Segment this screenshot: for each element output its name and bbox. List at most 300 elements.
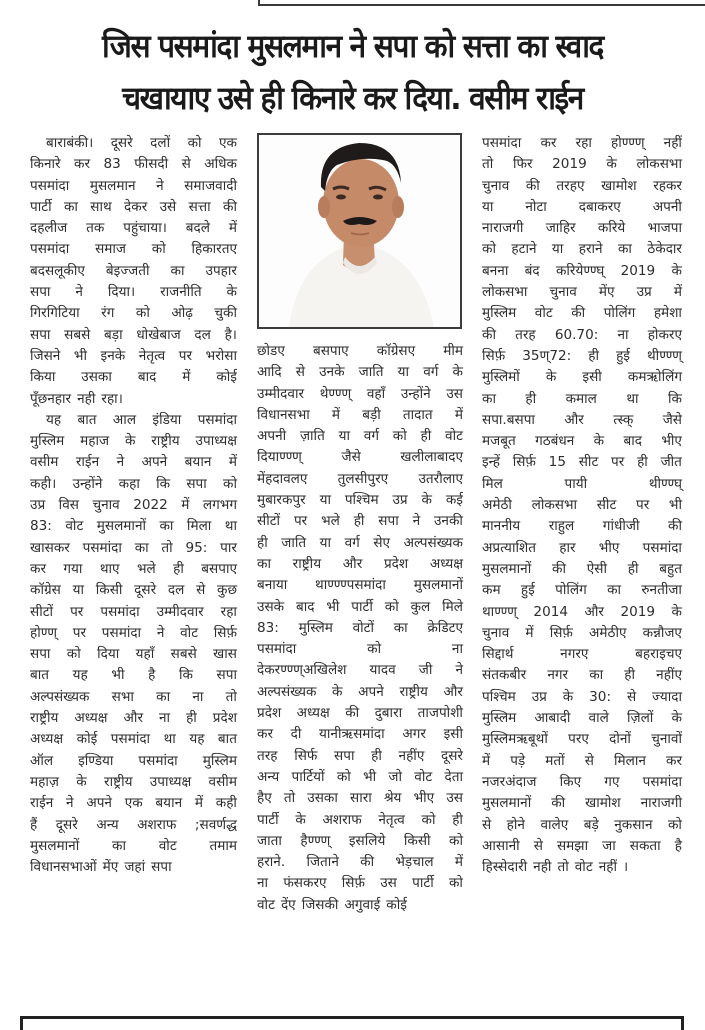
word: रुनतीजा	[641, 582, 682, 599]
text-line	[482, 644, 682, 665]
word: पसमांदा	[257, 641, 297, 658]
word: को	[151, 241, 166, 258]
word: कोई	[216, 369, 237, 386]
word: किया	[30, 369, 56, 386]
word: ठेकेदार	[647, 241, 682, 258]
text-line	[30, 474, 237, 495]
word: पसमांदा	[138, 752, 178, 769]
word: मुस्लिम	[202, 752, 237, 769]
word: सपा	[30, 646, 51, 663]
word: कर	[30, 560, 46, 577]
word: कुछ	[217, 582, 237, 599]
word: मतों	[545, 752, 565, 769]
word: पसमांदा	[197, 411, 237, 428]
word: देता	[444, 768, 463, 785]
text-line	[30, 729, 237, 750]
word: किसी	[95, 582, 123, 599]
word: बात	[30, 667, 50, 684]
word: यह	[72, 667, 88, 684]
word: पसमांदा	[642, 539, 682, 556]
word: इसलिये	[348, 832, 386, 849]
word: वोटों	[352, 619, 375, 636]
word: से	[584, 752, 594, 769]
text-line	[482, 197, 682, 218]
word: फिर	[512, 156, 533, 173]
word: पसमांदा	[101, 624, 142, 641]
word: ही	[186, 710, 197, 727]
text-line	[30, 751, 237, 772]
word: 2019	[620, 603, 656, 620]
column-middle	[257, 341, 463, 916]
word: में	[454, 406, 463, 423]
word: इसी	[582, 369, 602, 386]
word: तरहए	[556, 177, 585, 194]
word: गए	[604, 773, 620, 790]
word: अल्पसंख्यक	[30, 688, 90, 705]
word: बात	[77, 411, 97, 428]
headline-line-1: जिस पसमांदा मुसलमान ने सपा को सत्ता का स्वाद	[102, 27, 603, 65]
column-right	[482, 133, 682, 878]
word: सीट	[578, 454, 599, 471]
word: उम्मीदवार	[257, 385, 305, 402]
text-line	[30, 793, 237, 814]
word: इण्डिया	[78, 752, 114, 769]
word: बसपाए	[201, 560, 237, 577]
word: दिया।	[107, 284, 136, 301]
text-line	[482, 261, 682, 282]
word: पहुंचाया।	[123, 220, 167, 237]
word: बहुत	[659, 560, 682, 577]
word: महाज	[80, 433, 110, 450]
text-line	[482, 623, 682, 644]
word: अध्यक्ष	[429, 555, 463, 572]
word: भाजपा	[647, 220, 682, 237]
word: दी	[290, 726, 302, 743]
word: का	[607, 582, 622, 599]
word: के	[671, 603, 682, 620]
text-line	[482, 367, 682, 388]
text-line	[257, 490, 463, 511]
word: दुबारा	[374, 705, 403, 722]
text-line	[257, 469, 463, 490]
word: के	[671, 710, 682, 727]
word: कोई	[76, 731, 98, 748]
word: लोकसभा	[636, 156, 682, 173]
word: जिसने	[30, 347, 61, 364]
word: ऐसी	[586, 560, 607, 577]
word: ना	[192, 688, 204, 705]
word: यह	[46, 411, 62, 428]
word: के	[421, 492, 432, 509]
text-line	[257, 362, 463, 383]
word: ने	[412, 513, 421, 530]
word: बाद	[137, 369, 157, 386]
text-line	[30, 644, 237, 665]
text-line	[482, 836, 682, 857]
word: नाराजगी	[482, 220, 524, 237]
word: जाहिर	[545, 220, 576, 237]
word: उसके	[257, 598, 285, 615]
word: था	[224, 518, 237, 535]
word: 30:	[589, 688, 612, 705]
text-line	[30, 559, 237, 580]
word: की	[482, 326, 496, 343]
word: पर	[178, 347, 193, 364]
word: के	[671, 262, 682, 279]
word: मेंए	[102, 859, 119, 876]
word: खलीलाबादए	[400, 449, 463, 466]
word: ही	[637, 454, 648, 471]
word: रहा	[220, 603, 237, 620]
text-line	[482, 857, 682, 878]
word: की	[668, 518, 682, 535]
text-line	[30, 772, 237, 793]
word: कॉग्रेसए	[376, 343, 416, 359]
word: 2019	[552, 156, 587, 173]
word: या	[319, 534, 332, 551]
text-line	[30, 815, 237, 836]
word: जाति	[358, 364, 384, 381]
word: सपा	[30, 326, 51, 343]
word: इनके	[100, 347, 126, 364]
word: 2022	[133, 497, 168, 514]
word: होण्ण्ण्	[611, 135, 645, 151]
text-line	[30, 154, 237, 175]
word: उप्र	[636, 284, 652, 301]
text-line	[482, 154, 682, 175]
word: राष्ट्रीय	[292, 555, 322, 572]
word: का	[617, 241, 632, 258]
text-line	[257, 618, 463, 639]
word: मुसलमानों	[413, 577, 463, 594]
word: को	[448, 875, 463, 892]
word: यानीऋसमांदा	[319, 726, 385, 743]
word: ही	[353, 513, 365, 530]
word: चुनाव	[549, 284, 577, 301]
word: पसमांदा	[30, 241, 70, 258]
text-line	[257, 511, 463, 532]
word: सिद्दार्थ	[482, 646, 514, 663]
word: गांधीजी	[602, 518, 640, 535]
word: प्रदेश	[212, 710, 237, 727]
word: 83	[103, 156, 121, 173]
word: मिल	[482, 475, 503, 492]
word: पोलिंग	[603, 305, 636, 322]
word: के	[606, 156, 617, 173]
word: बाराबंकी।	[46, 135, 94, 151]
word: कहा	[118, 475, 140, 492]
word: नहींए	[398, 747, 425, 764]
text-line	[30, 708, 237, 729]
text-line	[30, 602, 237, 623]
word: उप्र	[392, 492, 408, 509]
text-line	[257, 597, 463, 618]
word: ही	[257, 534, 268, 551]
text-line	[482, 815, 682, 836]
text-line	[257, 788, 463, 809]
word: ने	[156, 624, 165, 641]
word: ही	[420, 428, 432, 445]
word: सिर्फ़	[482, 347, 506, 364]
word: अन्य	[257, 768, 280, 785]
word: खासकर	[30, 539, 70, 556]
text-line	[482, 495, 682, 516]
text-line	[482, 346, 682, 367]
text-line	[257, 895, 463, 916]
word: हुई	[616, 347, 630, 364]
word: ही	[588, 347, 600, 364]
word: चुनावों	[651, 731, 682, 748]
word: हैण्ण्ण्	[300, 832, 331, 849]
word: पसमांदा	[30, 177, 70, 194]
word: राईन	[75, 454, 100, 471]
word: 95:	[185, 539, 208, 556]
word: कर	[666, 752, 682, 769]
word: तक	[86, 220, 105, 237]
word: ना	[617, 326, 629, 343]
word: किए	[559, 773, 582, 790]
word: का	[156, 688, 171, 705]
word: कॉग्रेस	[30, 582, 61, 599]
word: बसपाए	[312, 343, 349, 359]
text-line	[257, 767, 463, 788]
word: आसानी	[482, 837, 520, 854]
word: उन्होंने	[400, 385, 431, 402]
text-line	[257, 639, 463, 660]
word: भी	[363, 768, 377, 785]
text-line	[482, 431, 682, 452]
word: भी	[111, 667, 125, 684]
word: सपा	[334, 747, 355, 764]
word: मुस्लिमों	[482, 369, 520, 386]
word: चुनाव	[482, 177, 510, 194]
word: अशराफ	[322, 811, 362, 828]
word: परए	[568, 731, 589, 748]
word: दोनों	[609, 731, 631, 748]
word: मुसलमानों	[482, 560, 532, 577]
word: कही	[215, 795, 237, 812]
word: ही	[371, 747, 382, 764]
text-line	[30, 176, 237, 197]
word: पार्टी	[257, 811, 279, 828]
word: सीट	[596, 497, 617, 514]
word: इन्हें	[482, 454, 500, 471]
word: अगर	[402, 726, 426, 743]
word: अध्यक्ष	[296, 705, 330, 722]
word: बयान	[184, 454, 212, 471]
word: दलों	[150, 135, 171, 151]
word: पार्टी	[351, 598, 373, 615]
word: को	[336, 768, 351, 785]
word: हटाने	[511, 241, 537, 258]
word: ज्यादा	[652, 688, 682, 705]
word: दल	[167, 582, 185, 599]
word: तो	[225, 688, 237, 705]
word: में	[228, 454, 237, 471]
word: है।	[224, 326, 237, 343]
text-line	[482, 772, 682, 793]
word: एक	[219, 135, 237, 151]
word: जिताने	[306, 854, 339, 871]
word: की	[223, 198, 237, 215]
headline	[25, 20, 681, 124]
word: के	[332, 683, 343, 700]
word: पर	[635, 497, 650, 514]
word: अगुवाई	[344, 896, 381, 913]
word: ज़िलों	[626, 710, 654, 727]
word: वोट	[445, 428, 463, 445]
text-line	[30, 325, 237, 346]
text-line	[257, 703, 463, 724]
text-line	[257, 831, 463, 852]
top-box-border	[258, 0, 705, 6]
word: दल	[194, 326, 211, 343]
word: उपाध्यक्ष	[195, 433, 237, 450]
word: भले	[136, 560, 156, 577]
text-line	[482, 282, 682, 303]
word: जैसे	[662, 411, 682, 428]
word: मुबारकपुर	[257, 492, 306, 509]
word: वोट	[414, 768, 433, 785]
word: किसी	[403, 832, 431, 849]
word: राष्ट्रीय	[399, 683, 428, 700]
word: अध्यक्ष	[30, 731, 64, 748]
word: पर	[611, 454, 625, 471]
word: उनकी	[433, 513, 463, 530]
word: ।	[622, 859, 629, 876]
text-line	[30, 303, 237, 324]
word: अधिक	[204, 156, 237, 173]
word: नोटा	[525, 198, 547, 215]
word: माननीय	[482, 518, 521, 535]
word: मिला	[186, 518, 212, 535]
word: नही	[77, 390, 96, 407]
word: सपा	[30, 284, 51, 301]
text-line	[482, 580, 682, 601]
word: तो	[557, 859, 569, 876]
word: वोट	[534, 305, 553, 322]
word: को	[187, 135, 202, 151]
word: राहुल	[548, 518, 575, 535]
word: पश्चिम	[482, 688, 516, 705]
word: पसमांदा	[100, 603, 140, 620]
word: उनके	[319, 364, 345, 381]
word: रहकर	[653, 177, 682, 194]
word: वोट	[574, 859, 593, 876]
word: की	[360, 854, 375, 871]
word: छोडए	[257, 343, 285, 359]
word: पूँछनहार	[30, 390, 72, 407]
word: दूसरे	[55, 816, 78, 833]
word: पसमांदा	[82, 539, 122, 556]
bottom-box-border	[20, 1016, 684, 1030]
word: ही	[627, 560, 639, 577]
word: कर	[74, 156, 91, 173]
word: है	[148, 667, 156, 684]
word: वर्ग	[363, 428, 379, 445]
word: रहा।	[101, 390, 123, 407]
word: सिर्फ़	[213, 624, 237, 641]
word: को	[384, 598, 399, 615]
word: तरह	[515, 326, 536, 343]
word: बड़ा	[104, 326, 123, 343]
word: वोट	[180, 624, 199, 641]
word: सिर्फ	[294, 747, 318, 764]
word: 83:	[30, 518, 52, 535]
word: जिसकी	[301, 896, 339, 913]
text-line	[30, 495, 237, 516]
word: को	[667, 816, 682, 833]
text-line	[30, 836, 237, 857]
text-line	[257, 660, 463, 681]
word: बाद	[623, 433, 642, 450]
word: ही	[452, 811, 463, 828]
word: सबसे	[64, 326, 91, 343]
word: से	[295, 364, 305, 381]
word: समाजवादी	[184, 177, 237, 194]
text-line	[257, 533, 463, 554]
word: इसी	[443, 726, 463, 743]
word: या	[551, 241, 564, 258]
word: 15	[548, 454, 566, 471]
word: और	[123, 710, 144, 727]
word: से	[482, 816, 492, 833]
word: पायी	[564, 475, 588, 492]
text-line	[30, 431, 237, 452]
word: में	[673, 284, 682, 301]
word: श्रेय	[383, 790, 402, 807]
word: पर	[70, 603, 84, 620]
word: मिलान	[614, 752, 646, 769]
word: हैं	[30, 816, 38, 833]
word: गिरगिटिया	[30, 305, 80, 322]
word: हराने	[578, 241, 603, 258]
word: का	[482, 390, 496, 407]
word: दूसरे	[110, 135, 133, 151]
text-line	[482, 410, 682, 431]
word: प्रदेश	[257, 705, 282, 722]
word: में	[228, 220, 237, 237]
text-line	[30, 452, 237, 473]
word: इंडिया	[152, 411, 182, 428]
word: समाज	[95, 241, 126, 258]
word: सकता	[629, 837, 661, 854]
text-line	[30, 197, 237, 218]
word: उस	[380, 875, 397, 892]
word: लोकसभा	[531, 497, 578, 514]
word: से	[626, 688, 637, 705]
text-line	[482, 239, 682, 260]
word: कर	[257, 726, 273, 743]
word: उस	[446, 790, 463, 807]
word: बड़े	[583, 816, 599, 833]
word: वसीम	[208, 773, 237, 790]
text-line	[30, 857, 237, 878]
word: 2019	[620, 262, 656, 279]
word: मुस्लिम	[298, 619, 333, 636]
word: दूसरे	[134, 582, 157, 599]
word: सिर्फ़	[512, 454, 536, 471]
word: फीसदी	[134, 156, 169, 173]
word: में	[525, 624, 534, 641]
word: कम	[482, 582, 501, 599]
word: कमऋोलिंग	[627, 369, 682, 386]
word: तो	[161, 539, 173, 556]
word: कि	[156, 475, 171, 492]
word: या	[338, 428, 351, 445]
word: या	[397, 364, 410, 381]
word: नहीं	[663, 135, 682, 151]
